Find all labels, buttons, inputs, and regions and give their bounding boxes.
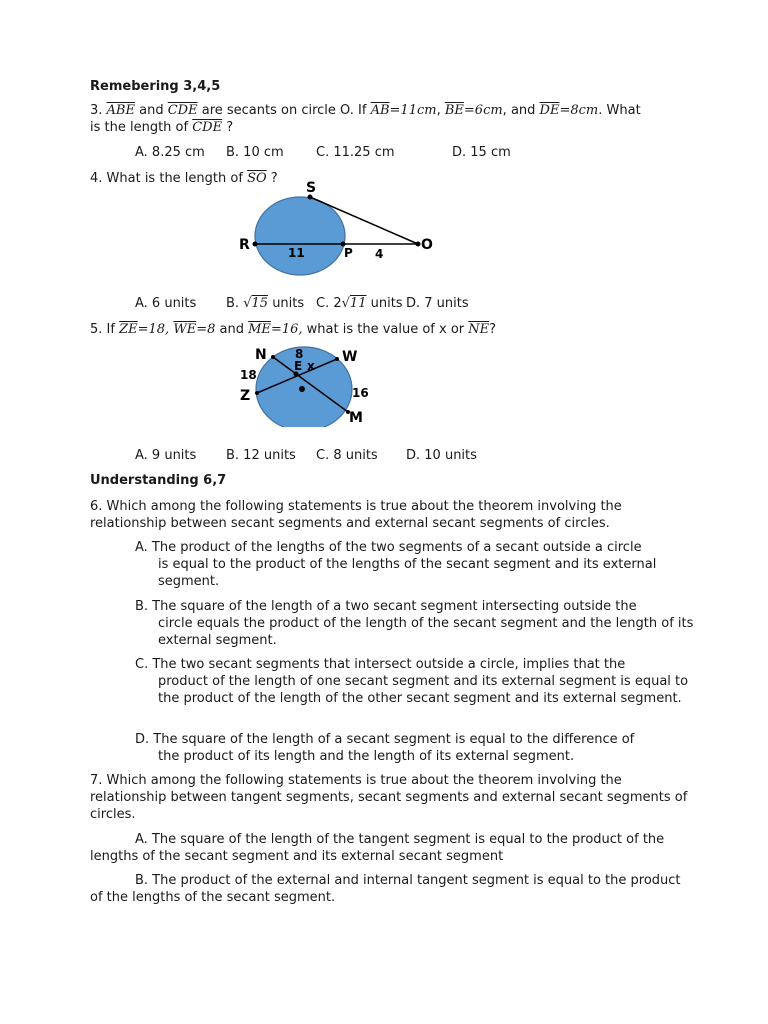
q5-option-a[interactable]: A. 9 units [135,448,197,463]
q4-option-d[interactable]: D. 7 units [406,296,469,311]
q3-stem-line2: is the length of $\overline{CDE}$ ? [90,120,234,135]
q4-point-r [253,242,258,247]
q5-label-e: E [294,359,303,373]
q7-stem: 7. Which among the following statements is true about the theorem involving the relationship between tangent segments, secant segments and external secant segments of circles. [90,773,688,822]
q4-point-o [416,242,421,247]
q5-point-z [255,391,259,395]
section-title-remembering: Remebering 3,4,5 [90,79,221,94]
q5-option-b[interactable]: B. 12 units [226,448,296,463]
q4-label-po-length: 4 [375,247,384,261]
q5-center-point [299,386,305,392]
q4-label-rp-length: 11 [288,246,305,260]
q6-option-c[interactable]: C. The two secant segments that intersect outside a circle, implies that the product of the length of one secant segment and its external segment is equal to the product of the length of the other secant segment and its external segment. [135,657,689,706]
q3-option-b[interactable]: B. 10 cm [226,145,284,160]
q5-label-w: W [342,349,358,365]
q4-label-r: R [239,237,250,253]
q4-label-s: S [306,180,317,196]
q4-diagram [230,178,440,288]
q3-option-d[interactable]: D. 15 cm [452,145,511,160]
q4-option-a[interactable]: A. 6 units [135,296,197,311]
q5-option-d[interactable]: D. 10 units [406,448,477,463]
q5-label-z: Z [240,388,251,404]
q5-label-x: x [307,359,315,373]
q6-option-a[interactable]: A. The product of the lengths of the two segments of a secant outside a circle is equal to the product of the lengths of the secant segment and its external segment. [135,540,657,589]
q6-stem: 6. Which among the following statements is true about the theorem involving the relationship between secant segments and external secant segments of circles. [90,499,622,531]
q5-stem: 5. If $\overline{ZE}=18$, $\overline{WE}=8$ and $\overline{ME}=16$, what is the value of x or $\overline{NE}$? [90,322,497,337]
q4-stem: 4. What is the length of $\overline{SO}$ ? [90,171,278,186]
sqrt-symbol: √ [243,296,252,311]
q3-stem-line1: 3. $\overline{ABE}$ and $\overline{CDE}$ are secants on circle O. If $\overline{AB}=11cm$, $\overline{BE}=6cm$, and $\overline{DE}=8cm$. What [90,103,641,118]
q5-label-m: M [349,410,363,426]
q4-option-b[interactable]: B. √15 units [226,296,305,311]
q5-label-8: 8 [295,347,304,361]
q4-label-o: O [421,237,433,253]
q3-option-a[interactable]: A. 8.25 cm [135,145,205,160]
q4-option-c[interactable]: C. 2√11 units [316,296,403,311]
q4-circle [255,197,345,275]
q3-option-c[interactable]: C. 11.25 cm [316,145,395,160]
q7-option-b[interactable]: B. The product of the external and internal tangent segment is equal to the product of the lengths of the secant segment. [90,873,681,905]
q6-option-b[interactable]: B. The square of the length of a two secant segment intersecting outside the circle equals the product of the length of the secant segment and the length of its external segment. [135,599,694,648]
q7-option-a[interactable]: A. The square of the length of the tangent segment is equal to the product of the lengths of the secant segment and its external secant segment [90,832,665,864]
q5-point-n [271,355,275,359]
q5-point-w [335,357,339,361]
q5-label-16: 16 [352,386,369,400]
section-title-understanding: Understanding 6,7 [90,473,227,488]
sqrt-symbol: √ [341,296,350,311]
q5-label-18: 18 [240,368,257,382]
q5-label-n: N [255,347,267,363]
q4-label-p: P [344,246,353,260]
q6-option-d[interactable]: D. The square of the length of a secant segment is equal to the difference of the product of its length and the length of its external segment. [135,732,635,764]
q5-option-c[interactable]: C. 8 units [316,448,378,463]
q5-diagram [235,342,385,427]
